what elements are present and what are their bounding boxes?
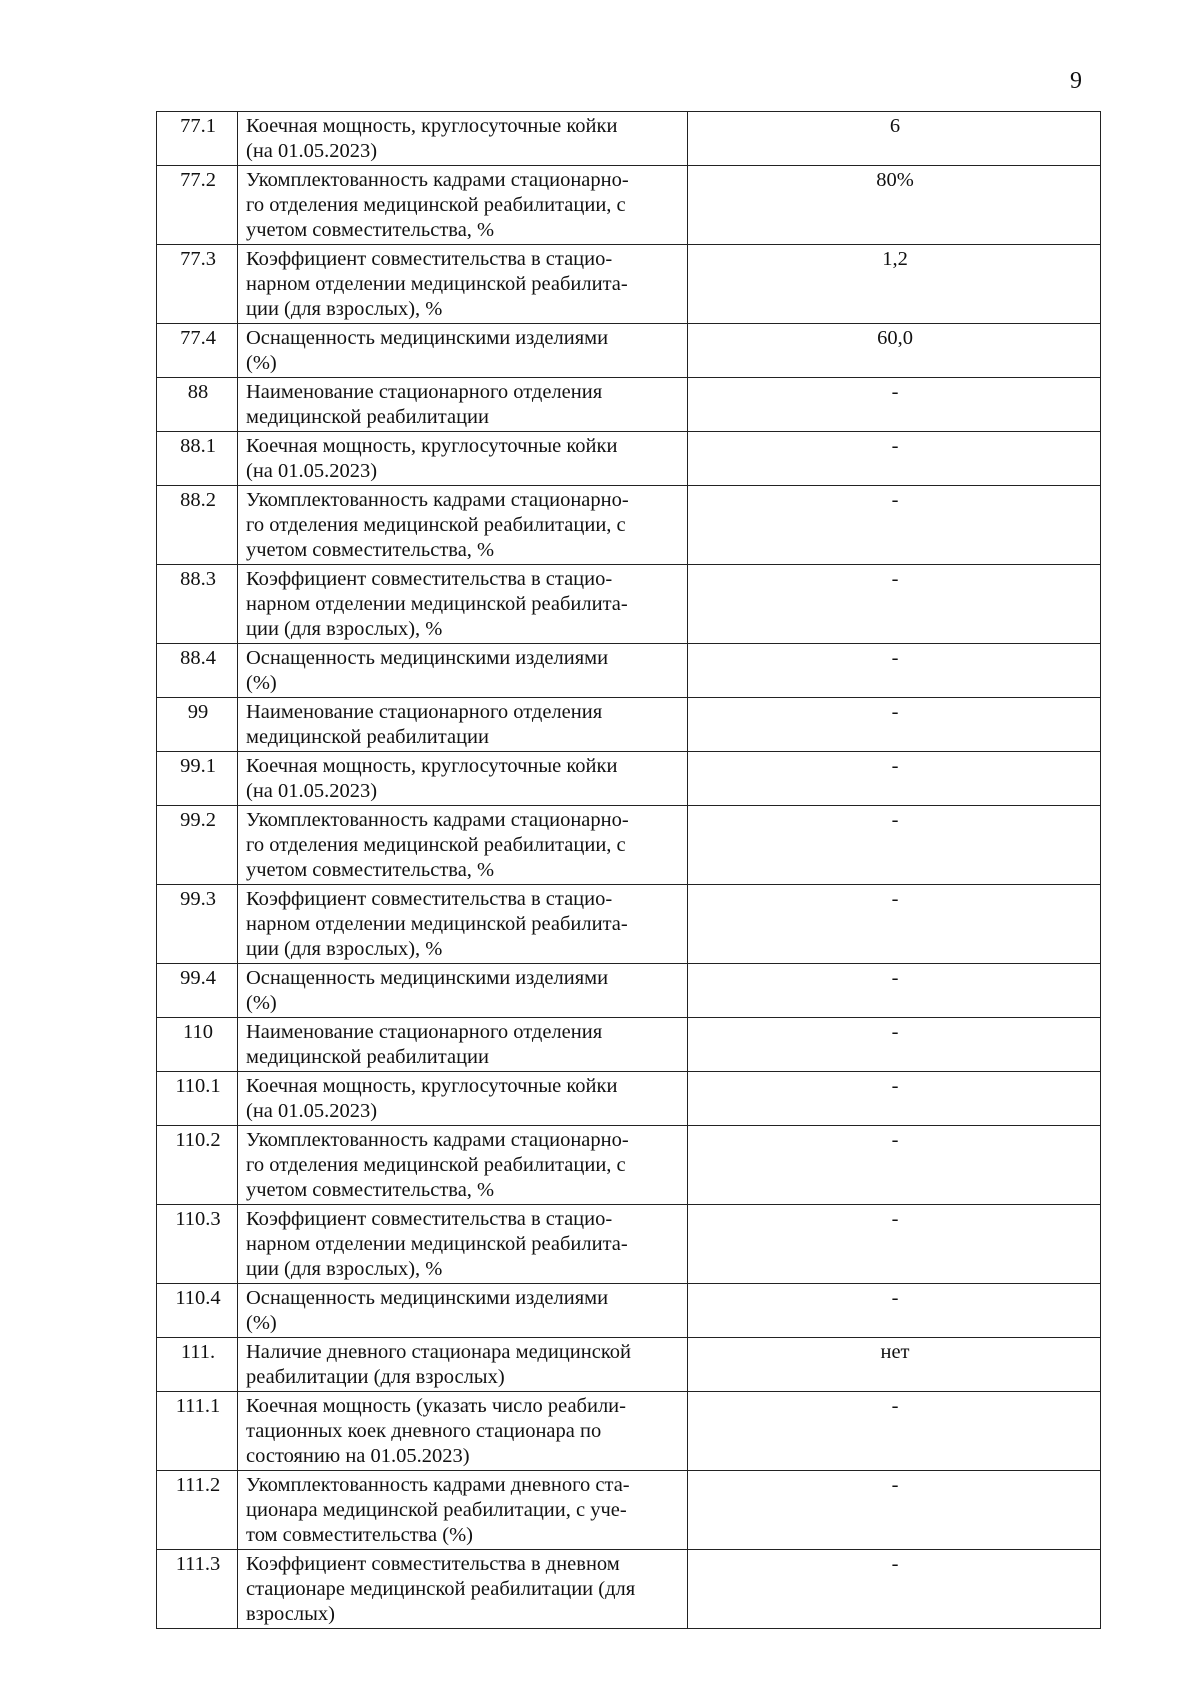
indicator-name-line: (на 01.05.2023) — [246, 460, 378, 482]
row-indicator-name — [238, 1338, 688, 1392]
row-value: 60,0 — [688, 324, 1101, 378]
row-number: 111. — [157, 1338, 238, 1392]
row-indicator-name — [238, 885, 688, 964]
row-number: 99.4 — [157, 964, 238, 1018]
row-value: 1,2 — [688, 245, 1101, 324]
indicator-name-line: Оснащенность медицинскими изделиями — [246, 327, 609, 349]
row-number: 111.3 — [157, 1550, 238, 1629]
indicator-name-line: ции (для взрослых), % — [246, 938, 443, 960]
indicator-name-line: Коэффициент совместительства в стацио- — [246, 248, 613, 270]
row-indicator-name — [238, 964, 688, 1018]
indicator-name-line: учетом совместительства, % — [246, 1179, 495, 1201]
row-indicator-name — [238, 1471, 688, 1550]
row-number: 110.2 — [157, 1126, 238, 1205]
indicators-table — [156, 111, 1101, 1629]
indicator-name-line: Коэффициент совместительства в стацио- — [246, 888, 613, 910]
row-number: 99.2 — [157, 806, 238, 885]
row-value: - — [688, 806, 1101, 885]
table-row — [157, 378, 1101, 432]
row-number: 99.1 — [157, 752, 238, 806]
row-indicator-name — [238, 1392, 688, 1471]
table-row — [157, 1072, 1101, 1126]
table-row — [157, 166, 1101, 245]
row-number: 77.2 — [157, 166, 238, 245]
row-number: 111.2 — [157, 1471, 238, 1550]
table-row — [157, 698, 1101, 752]
indicator-name-line: ции (для взрослых), % — [246, 298, 443, 320]
indicator-name-line: учетом совместительства, % — [246, 219, 495, 241]
indicator-name-line: нарном отделении медицинской реабилита- — [246, 273, 628, 295]
indicator-name-line: Укомплектованность кадрами стационарно- — [246, 489, 629, 511]
indicator-name-line: ционара медицинской реабилитации, с учe- — [246, 1499, 627, 1521]
row-value: - — [688, 432, 1101, 486]
row-value: - — [688, 698, 1101, 752]
table-row — [157, 1471, 1101, 1550]
indicator-name-line: Оснащенность медицинскими изделиями — [246, 1287, 609, 1309]
indicator-name-line: Укомплектованность кадрами стационарно- — [246, 169, 629, 191]
table-row — [157, 1205, 1101, 1284]
row-value: - — [688, 1550, 1101, 1629]
indicator-name-line: ции (для взрослых), % — [246, 618, 443, 640]
row-value: - — [688, 885, 1101, 964]
table-row — [157, 1392, 1101, 1471]
indicator-name-line: медицинской реабилитации — [246, 406, 489, 428]
row-value: 6 — [688, 112, 1101, 166]
indicator-name-line: Оснащенность медицинскими изделиями — [246, 967, 609, 989]
table-body — [157, 112, 1101, 1629]
indicator-name-line: Укомплектованность кадрами стационарно- — [246, 809, 629, 831]
indicator-name-line: Коечная мощность, круглосуточные койки — [246, 1075, 618, 1097]
indicator-name-line: состоянию на 01.05.2023) — [246, 1445, 470, 1467]
indicator-name-line: нарном отделении медицинской реабилита- — [246, 913, 628, 935]
row-indicator-name — [238, 486, 688, 565]
row-indicator-name — [238, 166, 688, 245]
indicator-name-line: учетом совместительства, % — [246, 859, 495, 881]
indicator-name-line: Коечная мощность (указать число реабили- — [246, 1395, 626, 1417]
table-row — [157, 324, 1101, 378]
indicator-name-line: го отделения медицинской реабилитации, с — [246, 834, 626, 856]
table-row — [157, 806, 1101, 885]
table-row — [157, 112, 1101, 166]
table-row — [157, 885, 1101, 964]
indicator-name-line: нарном отделении медицинской реабилита- — [246, 1233, 628, 1255]
indicator-name-line: Укомплектованность кадрами стационарно- — [246, 1129, 629, 1151]
indicator-name-line: учетом совместительства, % — [246, 539, 495, 561]
row-value: 80% — [688, 166, 1101, 245]
table-row — [157, 565, 1101, 644]
row-number: 99 — [157, 698, 238, 752]
row-number: 77.4 — [157, 324, 238, 378]
indicator-name-line: Коечная мощность, круглосуточные койки — [246, 435, 618, 457]
table-row — [157, 752, 1101, 806]
indicator-name-line: (%) — [246, 992, 277, 1014]
table-row — [157, 1018, 1101, 1072]
indicator-name-line: взрослых) — [246, 1603, 335, 1625]
indicator-name-line: (на 01.05.2023) — [246, 140, 378, 162]
row-indicator-name — [238, 432, 688, 486]
indicator-name-line: реабилитации (для взрослых) — [246, 1366, 505, 1388]
indicator-name-line: (%) — [246, 352, 277, 374]
table-row — [157, 964, 1101, 1018]
row-indicator-name — [238, 378, 688, 432]
indicator-name-line: медицинской реабилитации — [246, 726, 489, 748]
table-row — [157, 1284, 1101, 1338]
row-number: 88.1 — [157, 432, 238, 486]
table-row — [157, 1338, 1101, 1392]
row-indicator-name — [238, 1550, 688, 1629]
indicator-name-line: Коэффициент совместительства в дневном — [246, 1553, 620, 1575]
indicator-name-line: Наименование стационарного отделения — [246, 701, 603, 723]
indicator-name-line: (на 01.05.2023) — [246, 780, 378, 802]
row-value: - — [688, 1126, 1101, 1205]
row-value: - — [688, 752, 1101, 806]
row-indicator-name — [238, 112, 688, 166]
row-indicator-name — [238, 1126, 688, 1205]
indicator-name-line: (%) — [246, 672, 277, 694]
row-value: - — [688, 1018, 1101, 1072]
indicator-name-line: тационных коек дневного стационара по — [246, 1420, 602, 1442]
row-number: 110.3 — [157, 1205, 238, 1284]
table-row — [157, 245, 1101, 324]
indicator-name-line: Коэффициент совместительства в стацио- — [246, 568, 613, 590]
row-number: 88.3 — [157, 565, 238, 644]
row-indicator-name — [238, 698, 688, 752]
indicator-name-line: (на 01.05.2023) — [246, 1100, 378, 1122]
row-indicator-name — [238, 806, 688, 885]
row-indicator-name — [238, 1072, 688, 1126]
indicator-name-line: Коечная мощность, круглосуточные койки — [246, 115, 618, 137]
row-value: - — [688, 644, 1101, 698]
row-number: 110.1 — [157, 1072, 238, 1126]
row-number: 88.4 — [157, 644, 238, 698]
table-row — [157, 644, 1101, 698]
indicator-name-line: ции (для взрослых), % — [246, 1258, 443, 1280]
indicator-name-line: нарном отделении медицинской реабилита- — [246, 593, 628, 615]
indicator-name-line: Наименование стационарного отделения — [246, 1021, 603, 1043]
row-number: 88.2 — [157, 486, 238, 565]
row-value: - — [688, 1072, 1101, 1126]
indicator-name-line: Наличие дневного стационара медицинской — [246, 1341, 631, 1363]
row-value: - — [688, 964, 1101, 1018]
indicator-name-line: го отделения медицинской реабилитации, с — [246, 194, 626, 216]
indicator-name-line: Оснащенность медицинскими изделиями — [246, 647, 609, 669]
indicator-name-line: Укомплектованность кадрами дневного ста- — [246, 1474, 630, 1496]
indicator-name-line: стационаре медицинской реабилитации (для — [246, 1578, 636, 1600]
indicator-name-line: Коечная мощность, круглосуточные койки — [246, 755, 618, 777]
row-indicator-name — [238, 245, 688, 324]
row-value: - — [688, 1205, 1101, 1284]
indicator-name-line: (%) — [246, 1312, 277, 1334]
row-number: 77.3 — [157, 245, 238, 324]
row-number: 111.1 — [157, 1392, 238, 1471]
row-value: - — [688, 1471, 1101, 1550]
table-row — [157, 432, 1101, 486]
row-indicator-name — [238, 565, 688, 644]
row-value: - — [688, 565, 1101, 644]
row-number: 110 — [157, 1018, 238, 1072]
indicator-name-line: Наименование стационарного отделения — [246, 381, 603, 403]
row-number: 88 — [157, 378, 238, 432]
indicator-name-line: Коэффициент совместительства в стацио- — [246, 1208, 613, 1230]
indicator-name-line: том совместительства (%) — [246, 1524, 473, 1546]
row-indicator-name — [238, 324, 688, 378]
row-indicator-name — [238, 752, 688, 806]
row-number: 99.3 — [157, 885, 238, 964]
row-value: - — [688, 378, 1101, 432]
row-value: - — [688, 1284, 1101, 1338]
row-number: 110.4 — [157, 1284, 238, 1338]
row-indicator-name — [238, 1018, 688, 1072]
row-value: - — [688, 1392, 1101, 1471]
row-number: 77.1 — [157, 112, 238, 166]
row-indicator-name — [238, 1205, 688, 1284]
row-value: - — [688, 486, 1101, 565]
indicator-name-line: го отделения медицинской реабилитации, с — [246, 514, 626, 536]
indicator-name-line: го отделения медицинской реабилитации, с — [246, 1154, 626, 1176]
table-row — [157, 1126, 1101, 1205]
row-value: нет — [688, 1338, 1101, 1392]
row-indicator-name — [238, 644, 688, 698]
row-indicator-name — [238, 1284, 688, 1338]
indicator-name-line: медицинской реабилитации — [246, 1046, 489, 1068]
table-row — [157, 1550, 1101, 1629]
table-row — [157, 486, 1101, 565]
page-number: 9 — [1070, 68, 1082, 94]
